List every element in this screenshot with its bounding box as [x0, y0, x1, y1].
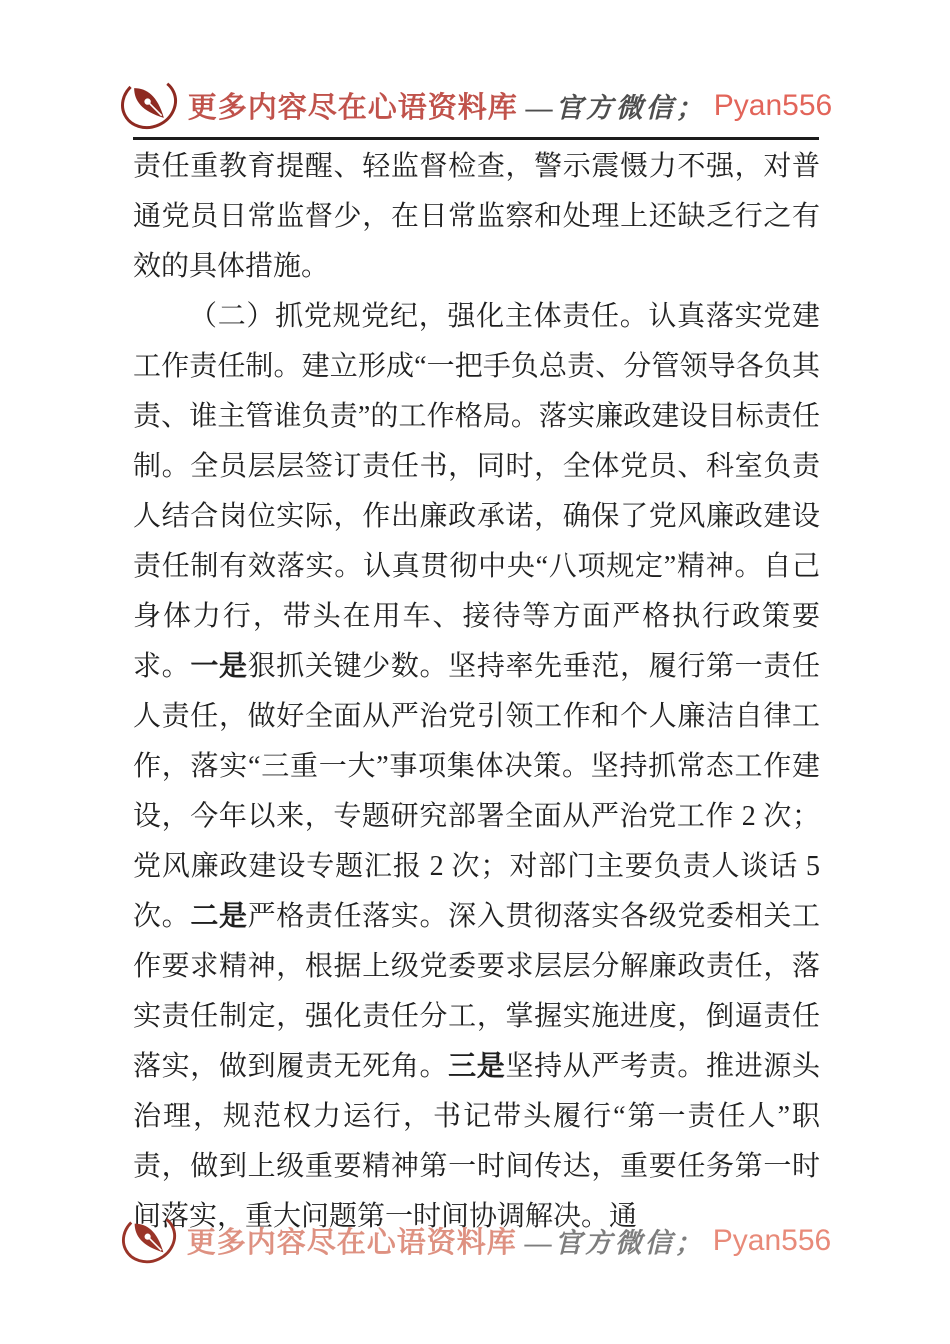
- text-run: 责任重教育提醒、轻监督检查，警示震慑力不强，对普通党员日常监督少，在日常监察和处理上还缺乏行之有效的具体措施。: [133, 151, 820, 282]
- document-body: [133, 142, 820, 1242]
- header-wechat-label: —官方微信；: [525, 93, 706, 123]
- text-run: （二）抓党规党纪，强化主体责任。认真落实党建工作责任制。建立形成“一把手负总责、分管领导各负其责、谁主管谁负责”的工作格局。落实廉政建设目标责任制。全员层层签订责任书，同时，全体党员、科室负责人结合岗位实际，作出廉政承诺，确保了党风廉政建设责任制有效落实。认真贯彻中央“八项规定”精神。自己身体力行，带头在用车、接待等方面严格执行政策要求。: [133, 301, 820, 682]
- paragraph: [133, 142, 820, 292]
- footer-brand-text: 更多内容尽在心语资料库: [186, 1227, 517, 1259]
- text-run: 严格责任落实。深入贯彻落实各级党委相关工作要求精神，根据上级党委要求层层分解廉政责任，落实责任制定，强化责任分工，掌握实施进度，倒逼责任落实，做到履责无死角。: [133, 901, 820, 1082]
- text-run: 狠抓关键少数。坚持率先垂范，履行第一责任人责任，做好全面从严治党引领工作和个人廉洁自律工作，落实“三重一大”事项集体决策。坚持抓常态工作建设，今年以来，专题研究部署全面从严治党工作 2 次；党风廉政建设专题汇报 2 次；对部门主要负责人谈话 5 次。: [133, 651, 820, 932]
- footer-watermark: [0, 1210, 950, 1271]
- header-watermark: [0, 74, 950, 137]
- pen-nib-logo-icon: [118, 74, 180, 137]
- footer-wechat-label: —官方微信；: [524, 1228, 705, 1258]
- text-run: 三是: [448, 1051, 506, 1082]
- header-wechat-id: Pyan556: [713, 88, 833, 122]
- text-run: 一是: [190, 651, 248, 682]
- text-run: 坚持从严考责。推进源头治理，规范权力运行，书记带头履行“第一责任人”职责，做到上级重要精神第一时间传达，重要任务第一时间落实，重大问题第一时间协调解决。通: [133, 1051, 820, 1232]
- header-brand-text: 更多内容尽在心语资料库: [187, 92, 518, 124]
- header-divider: [133, 137, 819, 140]
- text-run: 二是: [190, 901, 248, 932]
- pen-nib-logo-icon: [119, 1210, 179, 1271]
- footer-wechat-id: Pyan556: [712, 1223, 832, 1257]
- paragraph: [133, 292, 820, 1242]
